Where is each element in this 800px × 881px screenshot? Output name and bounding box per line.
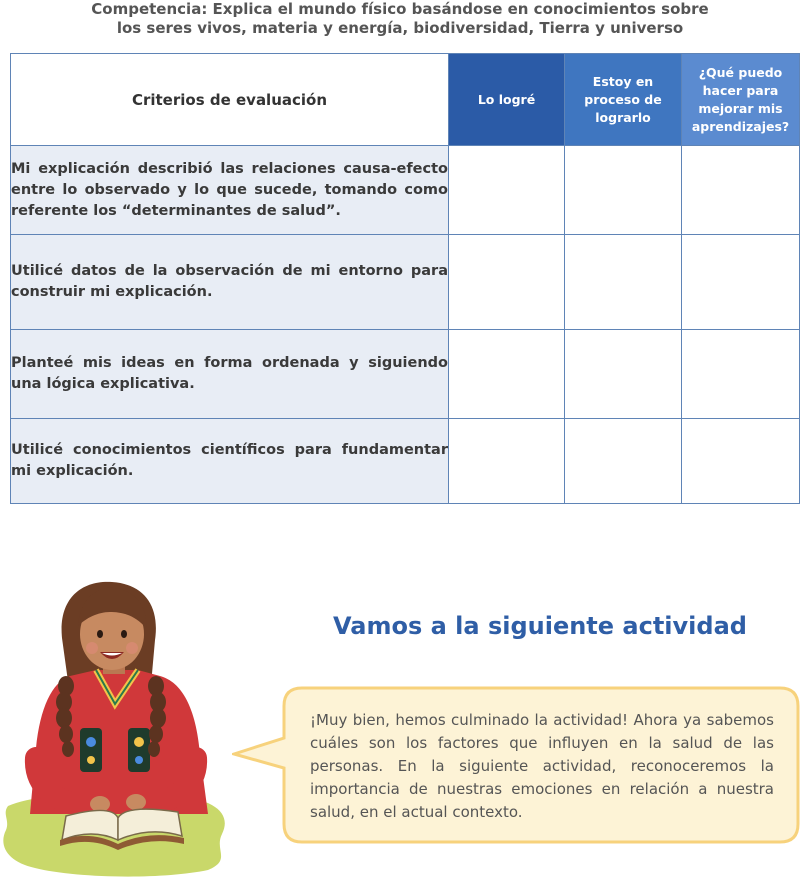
- improve-header: ¿Qué puedo hacer para mejorar mis aprendizajes?: [682, 54, 800, 146]
- criteria-header: Criterios de evaluación: [11, 54, 449, 146]
- achieved-header: Lo logré: [449, 54, 565, 146]
- next-activity-title: Vamos a la siguiente actividad: [333, 612, 747, 640]
- table-header-row: [11, 54, 800, 146]
- competencia-line-2: los seres vivos, materia y energía, biodiversidad, Tierra y universo: [116, 19, 684, 37]
- table-row: [11, 235, 800, 330]
- table-row: [11, 419, 800, 504]
- achieved-cell[interactable]: [449, 235, 565, 330]
- girl-reading-illustration: [0, 578, 245, 881]
- criterion-text: Utilicé datos de la observación de mi entorno para construir mi explicación.: [11, 235, 449, 330]
- criterion-text: Utilicé conocimientos científicos para fundamentar mi explicación.: [11, 419, 449, 504]
- improve-cell[interactable]: [682, 235, 800, 330]
- criterion-text: Planteé mis ideas en forma ordenada y siguiendo una lógica explicativa.: [11, 330, 449, 419]
- table-row: [11, 330, 800, 419]
- in-process-cell[interactable]: [565, 146, 682, 235]
- criterion-text: Mi explicación describió las relaciones causa-efecto entre lo observado y lo que sucede, tomando como referente los “determinantes de salud”.: [11, 146, 449, 235]
- improve-cell[interactable]: [682, 419, 800, 504]
- achieved-cell[interactable]: [449, 419, 565, 504]
- embroidery-left: [80, 728, 102, 772]
- in-process-cell[interactable]: [565, 419, 682, 504]
- achieved-cell[interactable]: [449, 146, 565, 235]
- improve-cell[interactable]: [682, 330, 800, 419]
- in-process-header: Estoy en proceso de lograrlo: [565, 54, 682, 146]
- embroidery-right: [128, 728, 150, 772]
- table-row: [11, 146, 800, 235]
- next-activity-message: ¡Muy bien, hemos culminado la actividad! Ahora ya sabemos cuáles son los factores que influyen en la salud de las personas. En la siguiente actividad, reconoceremos la importancia de nuestras emociones en relación a nuestra salud, en el actual contexto.: [310, 711, 774, 821]
- in-process-cell[interactable]: [565, 330, 682, 419]
- competencia-line-1: Competencia: Explica el mundo físico basándose en conocimientos sobre: [91, 0, 709, 18]
- improve-cell[interactable]: [682, 146, 800, 235]
- in-process-cell[interactable]: [565, 235, 682, 330]
- achieved-cell[interactable]: [449, 330, 565, 419]
- evaluation-table: [10, 53, 800, 504]
- competencia-heading: [0, 0, 800, 38]
